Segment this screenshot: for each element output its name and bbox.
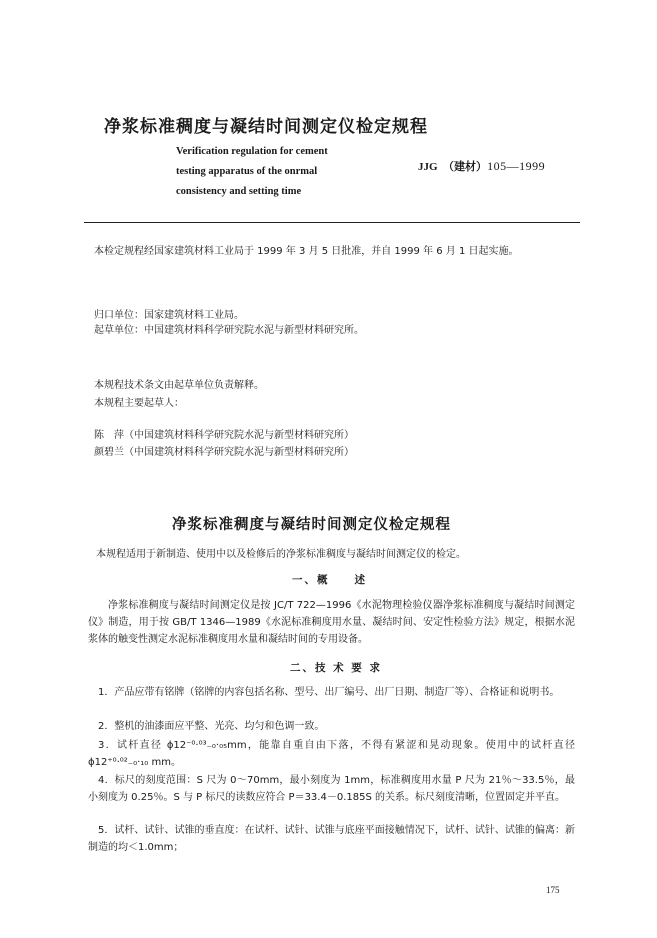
standard-code-prefix: JJG （建材） [418, 161, 488, 173]
document-title: 净浆标准稠度与凝结时间测定仪检定规程 [104, 117, 428, 137]
standard-code [418, 158, 545, 174]
section-1-heading: 一、概 述 [292, 574, 367, 586]
drafter-2: 颜碧兰（中国建筑材料科学研究院水泥与新型材料研究所） [94, 447, 354, 458]
section-2-heading: 二、技 术 要 求 [290, 662, 382, 674]
interpretation-note: 本规程技术条文由起草单位负责解释。 [94, 380, 264, 391]
responsible-unit: 归口单位：国家建筑材料工业局。 [94, 310, 244, 321]
standard-code-number: 105—1999 [487, 159, 546, 173]
english-title-line-2: testing apparatus of the onrmal [176, 166, 318, 177]
header-divider [84, 222, 580, 223]
requirement-item-4: 4．标尺的刻度范围：S 尺为 0～70mm，最小刻度为 1mm，标准稠度用水量 P 尺为 21％～33.5％，最小刻度为 0.25％。S 与 P 标尺的读数应符合 P＝33.4－0.185S 的关系。标尺刻度清晰，位置固定并平直。 [88, 775, 575, 803]
drafting-unit: 起草单位：中国建筑材料科学研究院水泥与新型材料研究所。 [94, 325, 364, 336]
drafters-label: 本规程主要起草人： [94, 398, 184, 409]
requirement-item-1: 1．产品应带有铭牌（铭牌的内容包括名称、型号、出厂编号、出厂日期、制造厂等）、合格证和说明书。 [98, 687, 560, 698]
drafter-1: 陈 萍（中国建筑材料科学研究院水泥与新型材料研究所） [94, 430, 354, 441]
english-title-line-1: Verification regulation for cement [176, 146, 328, 157]
english-title-line-3: consistency and setting time [176, 186, 302, 197]
requirement-item-5: 5．试杆、试针、试锥的垂直度：在试杆、试针、试锥与底座平面接触情况下，试杆、试针、试锥的偏离：新制造的均＜1.0mm； [88, 825, 575, 853]
section-1-paragraph: 净浆标准稠度与凝结时间测定仪是按 JC/T 722—1996《水泥物理检验仪器净浆标准稠度与凝结时间测定仪》制造，用于按 GB/T 1346—1989《水泥标准稠度用水量、凝结时间、安定性检验方法》规定，根据水泥浆体的触变性测定水泥标准稠度用水量和凝结时间的专用设备。 [88, 600, 575, 645]
requirement-item-3: 3．试杆直径 ϕ12⁻⁰·⁰³₋₀·₀₅mm，能靠自重自由下落，不得有紧涩和晃动现象。使用中的试杆直径 ϕ12⁺⁰·⁰²₋₀·₁₀ mm。 [88, 740, 575, 768]
body-title: 净浆标准稠度与凝结时间测定仪检定规程 [172, 517, 451, 533]
approval-statement: 本检定规程经国家建筑材料工业局于 1999 年 3 月 5 日批准，并自 1999 年 6 月 1 日起实施。 [94, 246, 519, 257]
requirement-item-2: 2．整机的油漆面应平整、光亮、均匀和色调一致。 [98, 721, 325, 732]
page-number: 175 [546, 885, 560, 895]
scope-statement: 本规程适用于新制造、使用中以及检修后的净浆标准稠度与凝结时间测定仪的检定。 [96, 549, 466, 560]
